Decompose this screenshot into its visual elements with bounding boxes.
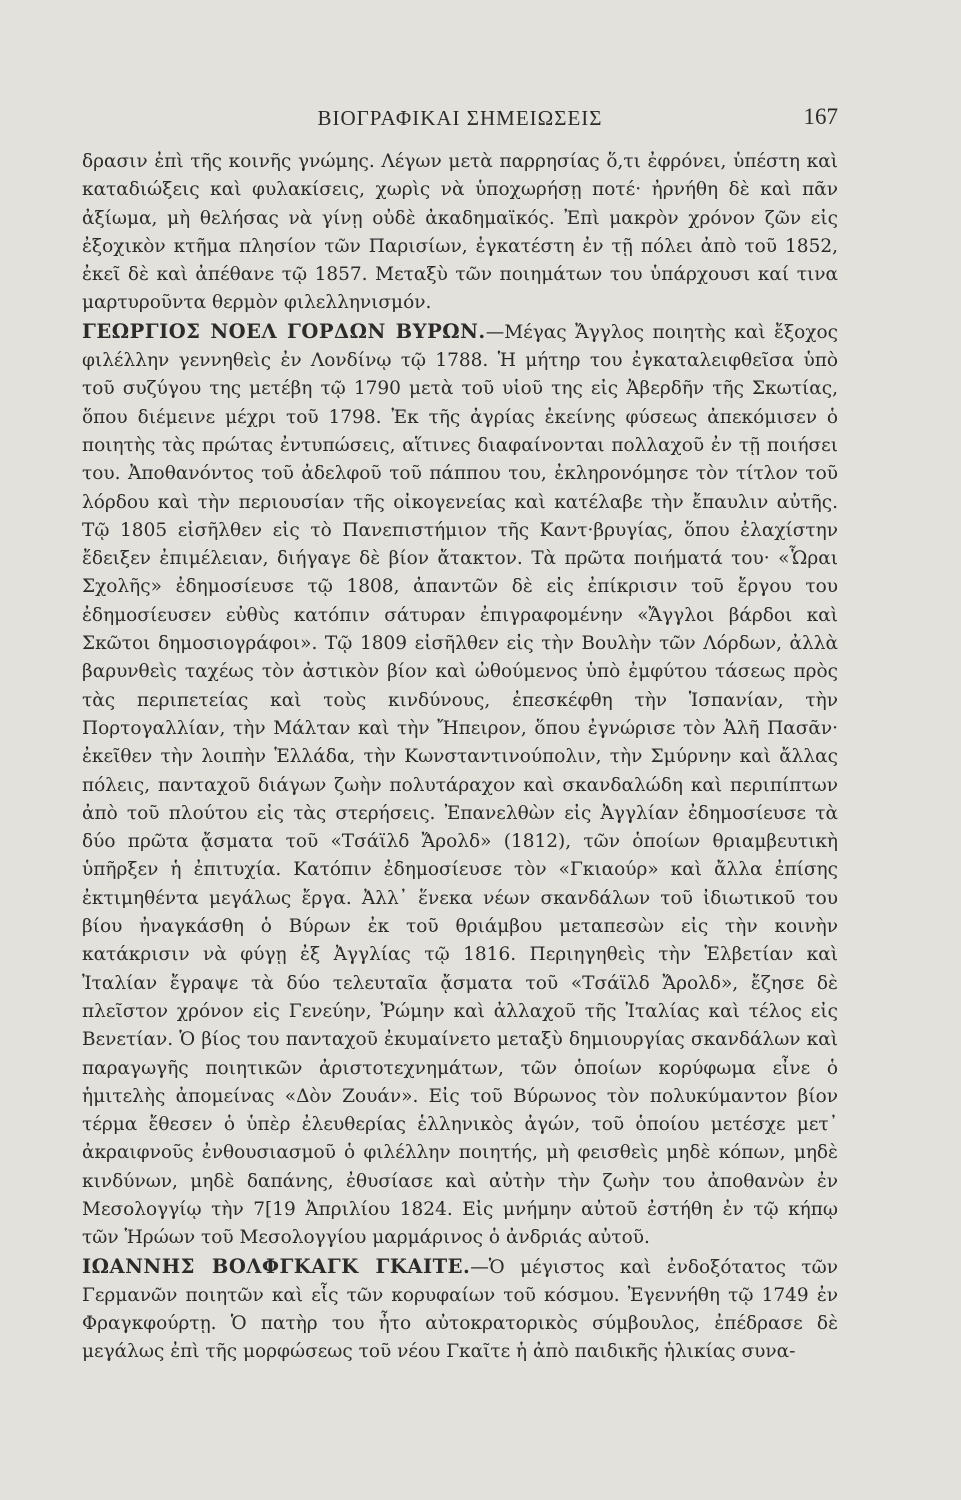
entry-byron — [82, 318, 838, 1253]
entry-heading: ΙΩΑΝΝΗΣ ΒΟΛΦΓΚΑΓΚ ΓΚΑΙΤΕ. — [82, 1254, 471, 1278]
paragraph-text: δρασιν ἐπὶ τῆς κοινῆς γνώμης. Λέγων μετὰ παρρησίας ὅ,τι ἐφρόνει, ὑπέστη καὶ καταδιώξεις καὶ φυλακίσεις, χωρὶς νὰ ὑποχωρήσῃ ποτέ· ἠρνήθη δὲ καὶ πᾶν ἀξίωμα, μὴ θελήσας νὰ γίνῃ οὐδὲ ἀκαδημαϊκός. Ἐπὶ μακρὸν χρόνον ζῶν εἰς ἐξοχικὸν κτῆμα πλησίον τῶν Παρισίων, ἐγκατέστη ἐν τῇ πόλει ἀπὸ τοῦ 1852, ἐκεῖ δὲ καὶ ἀπέθανε τῷ 1857. Μεταξὺ τῶν ποιημάτων του ὑπάρχουσι καί τινα μαρτυροῦντα θερμὸν φιλελληνισμόν. — [82, 151, 838, 314]
page-body — [82, 148, 838, 1367]
entry-text: —Ὁ μέγιστος καὶ ἐνδοξότατος τῶν Γερμανῶν ποιητῶν καὶ εἷς τῶν κορυφαίων τοῦ κόσμου. Ἐγεννήθη τῷ 1749 ἐν Φραγκφούρτῃ. Ὁ πατὴρ του ἦτο αὐτοκρατορικὸς σύμβουλος, ἐπέδρασε δὲ μεγάλως ἐπὶ τῆς μορφώσεως τοῦ νέου Γκαῖτε ἡ ἀπὸ παιδικῆς ἡλικίας συνα- — [82, 1256, 838, 1363]
running-title: ΒΙΟΓΡΑΦΙΚΑΙ ΣΗΜΕΙΩΣΕΙΣ — [317, 106, 603, 130]
entry-text: —Μέγας Ἄγγλος ποιητὴς καὶ ἔξοχος φιλέλλην γεννηθεὶς ἐν Λονδίνῳ τῷ 1788. Ἡ μήτηρ του ἐγκαταλειφθεῖσα ὑπὸ τοῦ συζύγου της μετέβη τῷ 1790 μετὰ τοῦ υἱοῦ της εἰς Ἀβερδῆν τῆς Σκωτίας, ὅπου διέμεινε μέχρι τοῦ 1798. Ἐκ τῆς ἀγρίας ἐκείνης φύσεως ἀπεκόμισεν ὁ ποιητὴς τὰς πρώτας ἐντυπώσεις, αἵτινες διαφαίνονται πολλαχοῦ ἐν τῇ ποιήσει του. Ἀποθανόντος τοῦ ἀδελφοῦ τοῦ πάππου του, ἐκληρονόμησε τὸν τίτλον τοῦ λόρδου καὶ τὴν περιουσίαν τῆς οἰκογενείας καὶ κατέλαβε τὴν ἔπαυλιν αὐτῆς. Τῷ 1805 εἰσῆλθεν εἰς τὸ Πανεπιστήμιον τῆς Καντ·βρυγίας, ὅπου ἐλαχίστην ἔδειξεν ἐπιμέλειαν, διήγαγε δὲ βίον ἄτακτον. Τὰ πρῶτα ποιήματά του· «Ὧραι Σχολῆς» ἐδημοσίευσε τῷ 1808, ἀπαντῶν δὲ εἰς ἐπίκρισιν τοῦ ἔργου του ἐδημοσίευσεν εὐθὺς κατόπιν σάτυραν ἐπιγραφομένην «Ἄγγλοι βάρδοι καὶ Σκῶτοι δημοσιογράφοι». Τῷ 1809 εἰσῆλθεν εἰς τὴν Βουλὴν τῶν Λόρδων, ἀλλὰ βαρυνθεὶς ταχέως τὸν ἀστικὸν βίον καὶ ὠθούμενος ὑπὸ ἐμφύτου τάσεως πρὸς τὰς περιπετείας καὶ τοὺς κινδύνους, ἐπεσκέφθη τὴν Ἱσπανίαν, τὴν Πορτογαλλίαν, τὴν Μάλταν καὶ τὴν Ἤπειρον, ὅπου ἐγνώρισε τὸν Ἀλῆ Πασᾶν· ἐκεῖθεν τὴν λοιπὴν Ἑλλάδα, τὴν Κωνσταντινούπολιν, τὴν Σμύρνην καὶ ἄλλας πόλεις, πανταχοῦ διάγων ζωὴν πολυτάραχον καὶ σκανδαλώδη καὶ περιπίπτων ἀπὸ τοῦ πλούτου εἰς τὰς στερήσεις. Ἐπανελθὼν εἰς Ἀγγλίαν ἐδημοσίευσε τὰ δύο πρῶτα ᾄσματα τοῦ «Τσάϊλδ Ἄρολδ» (1812), τῶν ὁποίων θριαμβευτικὴ ὑπῆρξεν ἡ ἐπιτυχία. Κατόπιν ἐδημοσίευσε τὸν «Γκιαούρ» καὶ ἄλλα ἐπίσης ἐκτιμηθέντα μεγάλως ἔργα. Ἀλλ᾽ ἕνεκα νέων σκανδάλων τοῦ ἰδιωτικοῦ του βίου ἠναγκάσθη ὁ Βύρων ἐκ τοῦ θριάμβου μεταπεσὼν εἰς τὴν κοινὴν κατάκρισιν νὰ φύγῃ ἐξ Ἀγγλίας τῷ 1816. Περιηγηθεὶς τὴν Ἑλβετίαν καὶ Ἰταλίαν ἔγραψε τὰ δύο τελευταῖα ᾄσματα τοῦ «Τσάϊλδ Ἄρολδ», ἔζησε δὲ πλεῖστον χρόνον εἰς Γενεύην, Ῥώμην καὶ ἀλλαχοῦ τῆς Ἰταλίας καὶ τέλος εἰς Βενετίαν. Ὁ βίος του πανταχοῦ ἐκυμαίνετο μεταξὺ δημιουργίας σκανδάλων καὶ παραγωγῆς ποιητικῶν ἀριστοτεχνημάτων, τῶν ὁποίων κορύφωμα εἶνε ὁ ἡμιτελὴς ἀπομείνας «Δὸν Ζουάν». Εἰς τοῦ Βύρωνος τὸν πολυκύμαντον βίον τέρμα ἔθεσεν ὁ ὑπὲρ ἐλευθερίας ἑλληνικὸς ἀγών, τοῦ ὁποίου μετέσχε μετ᾽ ἀκραιφνοῦς ἐνθουσιασμοῦ ὁ φιλέλλην ποιητής, μὴ φεισθεὶς μηδὲ κόπων, μηδὲ κινδύνων, μηδὲ δαπάνης, ἐθυσίασε καὶ αὐτὴν τὴν ζωὴν του ἀποθανὼν ἐν Μεσολογγίῳ τὴν 7[19 Ἀπριλίου 1824. Εἰς μνήμην αὐτοῦ ἐστήθη ἐν τῷ κήπῳ τῶν Ἡρώων τοῦ Μεσολογγίου μαρμάρινος ὁ ἀνδριάς αὐτοῦ. — [82, 321, 838, 1249]
page-header — [82, 100, 838, 140]
paragraph-continuation — [82, 148, 838, 318]
entry-heading: ΓΕΩΡΓΙΟΣ ΝΟΕΛ ΓΟΡΔΩΝ ΒΥΡΩΝ. — [82, 319, 486, 343]
page-number: 167 — [803, 104, 838, 129]
entry-goethe — [82, 1253, 838, 1367]
